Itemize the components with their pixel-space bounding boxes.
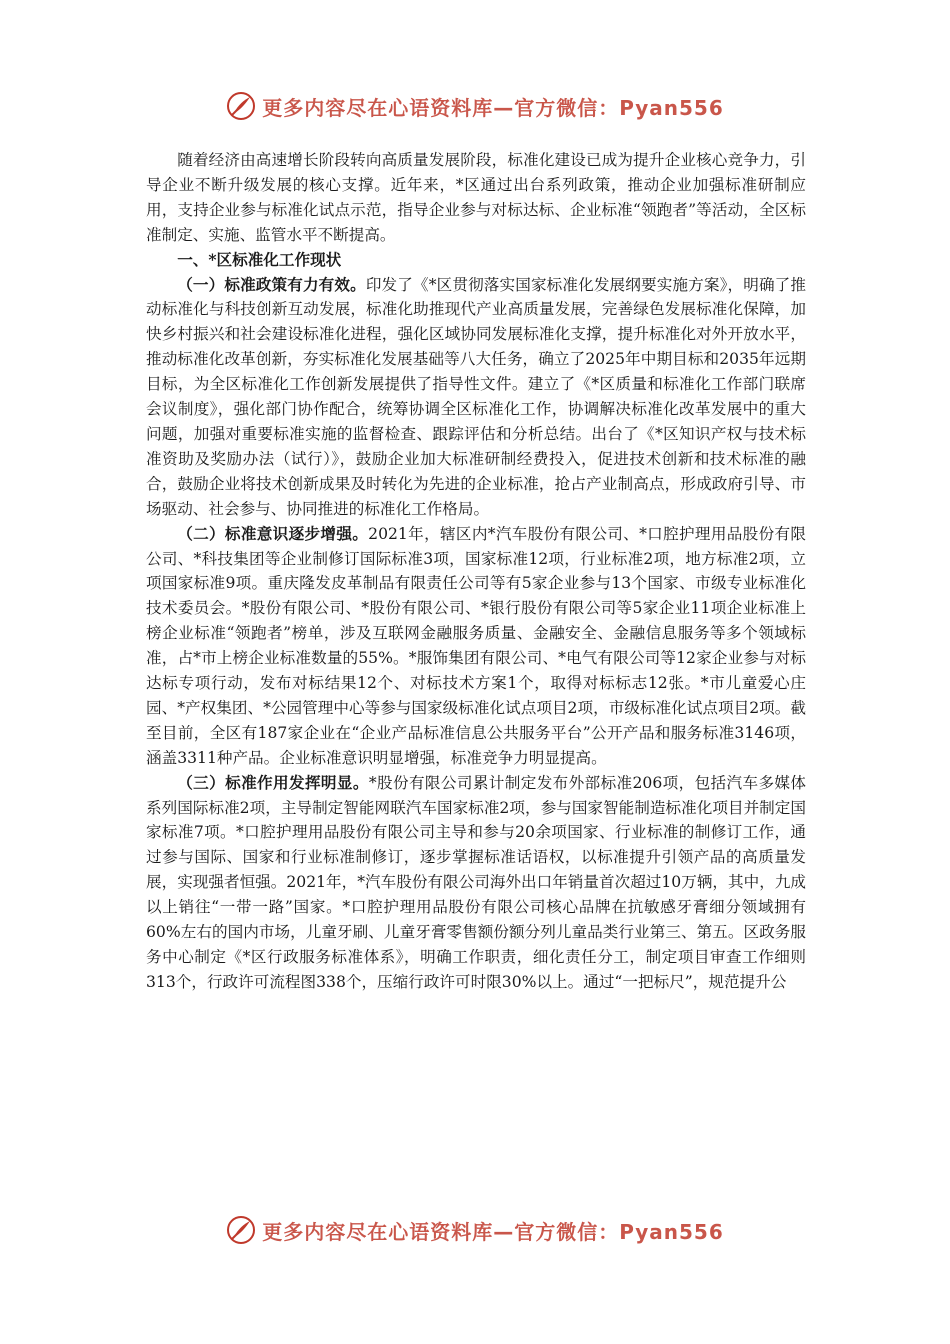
banner-text: 更多内容尽在心语资料库—官方微信：Pyan556: [262, 95, 724, 120]
item-body: 2021年，辖区内*汽车股份有限公司、*口腔护理用品股份有限公司、*科技集团等企业制修订国际标准3项，国家标准12项，行业标准2项，地方标准2项，立项国家标准9项。重庆隆发皮革制品有限责任公司等有5家企业参与13个国家、市级专业标准化技术委员会。*股份有限公司、*股份有限公司、*银行股份有限公司等5家企业11项企业标准上榜企业标准“领跑者”榜单，涉及互联网金融服务质量、金融安全、金融信息服务等多个领域标准，占*市上榜企业标准数量的55%。*服饰集团有限公司、*电气有限公司等12家企业参与对标达标专项行动，发布对标结果12个、对标技术方案1个，取得对标标志12张。*市儿童爱心庄园、*产权集团、*公园管理中心等参与国家级标准化试点项目2项，市级标准化试点项目2项。截至目前，全区有187家企业在“企业产品标准信息公共服务平台”公开产品和服务标准3146项，涵盖3311种产品。企业标准意识明显增强，标准竞争力明显提高。: [146, 524, 806, 767]
item-body: *股份有限公司累计制定发布外部标准206项，包括汽车多媒体系列国际标准2项，主导制定智能网联汽车国家标准2项，参与国家智能制造标准化项目并制定国家标准7项。*口腔护理用品股份有限公司主导和参与20余项国家、行业标准的制修订工作，通过参与国际、国家和行业标准制修订，逐步掌握标准话语权，以标准提升引领产品的高质量发展，实现强者恒强。2021年，*汽车股份有限公司海外出口年销量首次超过10万辆，其中，九成以上销往“一带一路”国家。*口腔护理用品股份有限公司核心品牌在抗敏感牙膏细分领域拥有60%左右的国内市场，儿童牙刷、儿童牙膏零售额份额分列儿童品类行业第三、第五。区政务服务中心制定《*区行政服务标准体系》，明确工作职责，细化责任分工，制定项目审查工作细则313个，行政许可流程图338个，压缩行政许可时限30%以上。通过“一把标尺”，规范提升公: [146, 773, 806, 991]
paragraph-item-2: [146, 522, 806, 771]
item-body: 印发了《*区贯彻落实国家标准化发展纲要实施方案》，明确了推动标准化与科技创新互动发展，标准化助推现代产业高质量发展，完善绿色发展标准化保障，加快乡村振兴和社会建设标准化进程，强化区域协同发展标准化支撑，提升标准化对外开放水平，推动标准化改革创新，夯实标准化发展基础等八大任务，确立了2025年中期目标和2035年远期目标，为全区标准化工作创新发展提供了指导性文件。建立了《*区质量和标准化工作部门联席会议制度》，强化部门协作配合，统筹协调全区标准化工作，协调解决标准化改革发展中的重大问题，加强对重要标准实施的监督检查、跟踪评估和分析总结。出台了《*区知识产权与技术标准资助及奖励办法（试行）》，鼓励企业加大标准研制经费投入，促进技术创新和技术标准的融合，鼓励企业将技术创新成果及时转化为先进的企业标准，抢占产业制高点，形成政府引导、市场驱动、社会参与、协同推进的标准化工作格局。: [146, 275, 806, 518]
section-heading: 一、*区标准化工作现状: [177, 249, 342, 269]
feather-pen-logo-icon: [226, 91, 256, 121]
paragraph-item-1: [146, 273, 806, 522]
intro-paragraph: 随着经济由高速增长阶段转向高质量发展阶段，标准化建设已成为提升企业核心竞争力，引导企业不断升级发展的核心支撑。近年来，*区通过出台系列政策，推动企业加强标准研制应用，支持企业参与标准化试点示范，指导企业参与对标达标、企业标准“领跑者”等活动，全区标准制定、实施、监管水平不断提高。: [146, 151, 806, 244]
banner-text: 更多内容尽在心语资料库—官方微信：Pyan556: [262, 1219, 724, 1244]
item-title: （三）标准作用发挥明显。: [177, 772, 369, 792]
feather-pen-logo-icon: [226, 1215, 256, 1245]
item-title: （一）标准政策有力有效。: [177, 274, 366, 294]
footer-banner: [0, 1210, 950, 1250]
paragraph-item-3: [146, 771, 806, 995]
document-body: [146, 148, 806, 995]
item-title: （二）标准意识逐步增强。: [177, 523, 369, 543]
header-banner: [0, 86, 950, 126]
